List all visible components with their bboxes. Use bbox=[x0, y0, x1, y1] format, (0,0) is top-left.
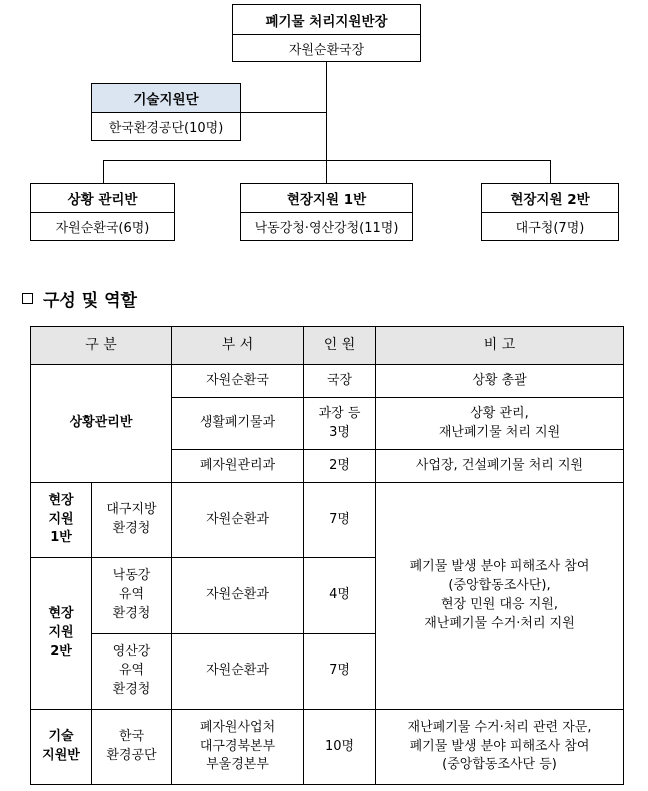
group-field2: 현장 지원 2반 bbox=[31, 558, 92, 710]
header-category: 구 분 bbox=[31, 327, 172, 365]
org-box-top-sub: 자원순환국장 bbox=[288, 42, 365, 58]
org-cell: 한국 환경공단 bbox=[92, 710, 172, 785]
org-box-tech bbox=[91, 83, 241, 141]
people-cell: 2명 bbox=[304, 450, 376, 483]
connector-left bbox=[103, 160, 104, 184]
org-box-field2-sub: 대구청(7명) bbox=[515, 221, 585, 236]
people-cell: 과장 등 3명 bbox=[304, 398, 376, 450]
table-row bbox=[31, 365, 624, 398]
dept-cell: 폐자원사업처 대구경북본부 부울경본부 bbox=[172, 710, 304, 785]
org-box-field1 bbox=[240, 183, 413, 241]
square-bullet-icon bbox=[22, 293, 33, 304]
header-people: 인 원 bbox=[304, 327, 376, 365]
org-box-tech-title: 기술지원단 bbox=[92, 84, 240, 113]
connector-right bbox=[550, 160, 551, 184]
note-cell: 상황 총괄 bbox=[376, 365, 624, 398]
header-note: 비 고 bbox=[376, 327, 624, 365]
dept-cell: 자원순환과 bbox=[172, 634, 304, 710]
table-header-row bbox=[31, 327, 624, 365]
org-box-situation-title: 상황 관리반 bbox=[31, 184, 174, 213]
connector-tech bbox=[240, 112, 327, 113]
dept-cell: 폐자원관리과 bbox=[172, 450, 304, 483]
group-tech: 기술 지원반 bbox=[31, 710, 92, 785]
org-cell: 대구지방 환경청 bbox=[92, 483, 172, 558]
org-box-situation bbox=[30, 183, 175, 241]
people-cell: 7명 bbox=[304, 483, 376, 558]
header-dept: 부 서 bbox=[172, 327, 304, 365]
field-note-cell: 폐기물 발생 분야 피해조사 참여 (중앙합동조사단), 현장 민원 대응 지원, 재난폐기물 수거·처리 지원 bbox=[376, 483, 624, 710]
org-box-tech-sub: 한국환경공단(10명) bbox=[108, 121, 224, 136]
table-row bbox=[31, 483, 624, 558]
org-box-top bbox=[232, 4, 421, 62]
org-box-field1-sub: 낙동강청·영산강청(11명) bbox=[254, 221, 399, 236]
composition-table bbox=[30, 326, 624, 785]
people-cell: 10명 bbox=[304, 710, 376, 785]
group-situation: 상황관리반 bbox=[31, 365, 172, 483]
note-cell: 상황 관리, 재난폐기물 처리 지원 bbox=[376, 398, 624, 450]
org-cell: 낙동강 유역 환경청 bbox=[92, 558, 172, 634]
dept-cell: 자원순환국 bbox=[172, 365, 304, 398]
org-cell: 영산강 유역 환경청 bbox=[92, 634, 172, 710]
people-cell: 국장 bbox=[304, 365, 376, 398]
note-cell: 사업장, 건설폐기물 처리 지원 bbox=[376, 450, 624, 483]
people-cell: 4명 bbox=[304, 558, 376, 634]
org-box-situation-sub: 자원순환국(6명) bbox=[55, 221, 150, 236]
dept-cell: 자원순환과 bbox=[172, 483, 304, 558]
org-box-field1-title: 현장지원 1반 bbox=[241, 184, 412, 213]
dept-cell: 자원순환과 bbox=[172, 558, 304, 634]
section-heading bbox=[22, 286, 137, 311]
org-box-top-title: 폐기물 처리지원반장 bbox=[233, 5, 420, 35]
connector-horizontal bbox=[103, 160, 551, 161]
note-cell: 재난폐기물 수거·처리 관련 자문, 폐기물 발생 분야 피해조사 참여 (중앙합동조사단 등) bbox=[376, 710, 624, 785]
group-field1: 현장 지원 1반 bbox=[31, 483, 92, 558]
people-cell: 7명 bbox=[304, 634, 376, 710]
connector-vertical-main bbox=[326, 62, 327, 184]
org-box-field2 bbox=[481, 183, 619, 241]
dept-cell: 생활폐기물과 bbox=[172, 398, 304, 450]
table-row bbox=[31, 710, 624, 785]
org-box-field2-title: 현장지원 2반 bbox=[482, 184, 618, 213]
section-title: 구성 및 역할 bbox=[43, 291, 137, 311]
